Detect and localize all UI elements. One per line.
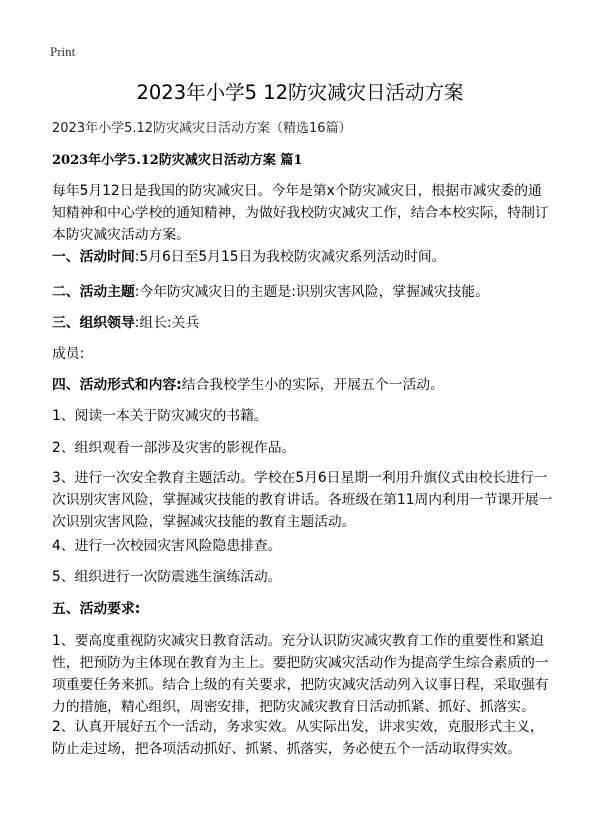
activity-theme-label: 二、活动主题 [52,284,135,300]
list-item: 3、进行一次安全教育主题活动。学校在5月6日星期一利用升旗仪式由校长进行一次识别灾害风险，掌握减灾技能的教育讲话。各班级在第11周内利用一节课开展一次识别灾害风险，掌握减灾技能的教育主题活动。 [52,470,553,530]
document-title: 2023年小学5 12防灾减灾日活动方案 [136,81,464,104]
list-item: 2、组织观看一部涉及灾害的影视作品。 [52,440,296,456]
section-heading: 2023年小学5.12防灾减灾日活动方案 篇1 [52,153,303,168]
organization [52,312,555,334]
requirements-heading [52,598,555,620]
activity-form-label: 四、活动形式和内容: [52,377,182,393]
activity-time [52,246,555,268]
requirement-2: 2、认真开展好五个一活动，务求实效。从实际出发，讲求实效，克服形式主义，防止走过场，把各项活动抓好、抓紧、抓落实，务必使五个一活动取得实效。 [52,719,544,757]
requirements-label: 五、活动要求: [52,601,141,617]
organization-label: 三、组织领导 [52,315,135,331]
organization-text: :组长:关兵 [134,315,200,331]
requirement-1: 1、要高度重视防灾减灾日教育活动。充分认识防灾减灾教育工作的重要性和紧迫性，把预防为主体现在教育为主上。要把防灾减灾活动作为提高学生综合素质的一项重要任务来抓。结合上级的有关要求，把防灾减灾活动列入议事日程，采取强有力的措施，精心组织，周密安排，把防灾减灾教育日活动抓紧、抓好、抓落实。 [52,633,549,715]
intro-paragraph: 每年5月12日是我国的防灾减灾日。今年是第x个防灾减灾日，根据市减灾委的通知精神和中心学校的通知精神，为做好我校防灾减灾工作，结合本校实际，特制订本防灾减灾活动方案。 [52,183,549,243]
activity-form [52,374,555,396]
activity-form-text: 结合我校学生小的实际，开展五个一活动。 [181,377,444,393]
list-item: 4、进行一次校园灾害风险隐患排查。 [52,538,282,554]
document-subtitle: 2023年小学5.12防灾减灾日活动方案（精选16篇） [52,121,352,136]
print-label[interactable]: Print [50,44,76,59]
activity-theme [52,281,555,303]
list-item: 1、阅读一本关于防灾减灾的书籍。 [52,408,268,424]
activity-time-text: :5月6日至5月15日为我校防灾减灾系列活动时间。 [134,249,446,265]
list-item: 5、组织进行一次防震逃生演练活动。 [52,569,282,585]
activity-time-label: 一、活动时间 [52,249,135,265]
activity-theme-text: :今年防灾减灾日的主题是:识别灾害风险，掌握减灾技能。 [134,284,489,300]
members-line: 成员: [52,346,85,362]
